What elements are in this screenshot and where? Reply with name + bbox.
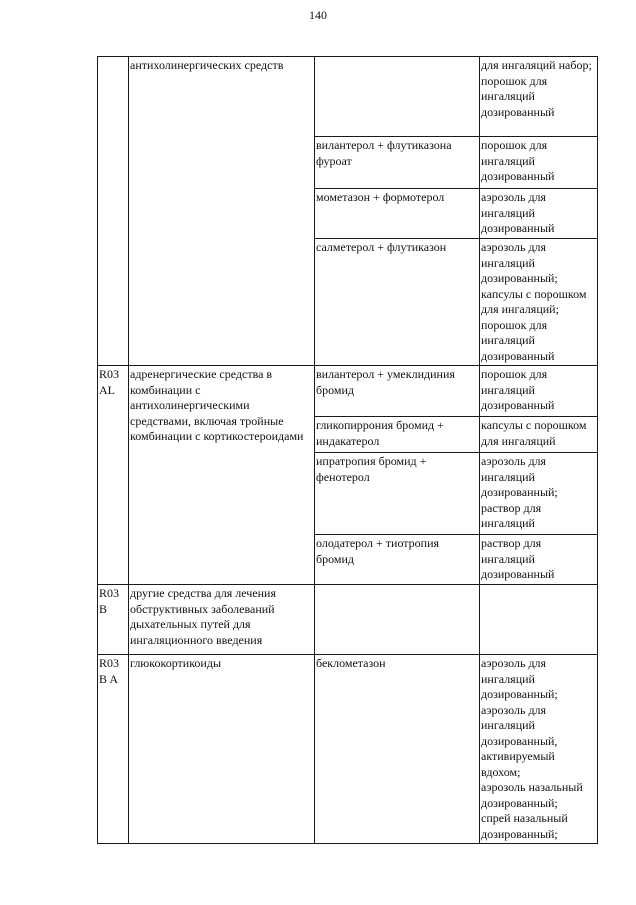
- drug-name-cell: салметерол + флутиказон: [315, 239, 480, 366]
- drug-name-cell: [315, 57, 480, 137]
- dosage-form-cell: для ингаляций набор; порошок для ингаляций дозированный: [480, 57, 598, 137]
- drug-name-cell: вилантерол + умеклидиния бромид: [315, 366, 480, 417]
- dosage-form-cell: порошок для ингаляций дозированный: [480, 366, 598, 417]
- atc-group-cell: глюкокортикоиды: [129, 655, 315, 844]
- dosage-form-cell: аэрозоль для ингаляций дозированный: [480, 189, 598, 239]
- table-row: [98, 585, 598, 655]
- atc-group-cell: другие средства для лечения обструктивных заболеваний дыхательных путей для ингаляционного введения: [129, 585, 315, 655]
- atc-code-cell: R03B A: [98, 655, 129, 844]
- drug-name-cell: ипратропия бромид + фенотерол: [315, 453, 480, 535]
- atc-code-cell: R03B: [98, 585, 129, 655]
- dosage-form-cell: порошок для ингаляций дозированный: [480, 137, 598, 189]
- page-number: 140: [309, 8, 327, 22]
- dosage-form-cell: аэрозоль для ингаляций дозированный; раствор для ингаляций: [480, 453, 598, 535]
- atc-group-cell: адренергические средства в комбинации с антихолинергическими средствами, включая тройные комбинации с кортикостероидами: [129, 366, 315, 585]
- dosage-form-cell: раствор для ингаляций дозированный: [480, 535, 598, 585]
- atc-group-cell: антихолинергических средств: [129, 57, 315, 366]
- drug-name-cell: гликопиррония бромид + индакатерол: [315, 417, 480, 453]
- atc-code-cell: R03 AL: [98, 366, 129, 585]
- atc-code-cell: [98, 57, 129, 366]
- drug-name-cell: олодатерол + тиотропия бромид: [315, 535, 480, 585]
- drug-name-cell: вилантерол + флутиказона фуроат: [315, 137, 480, 189]
- drug-table: [97, 56, 598, 844]
- dosage-form-cell: аэрозоль для ингаляций дозированный; капсулы с порошком для ингаляций; порошок для ингаляций дозированный: [480, 239, 598, 366]
- dosage-form-cell: [480, 585, 598, 655]
- table-row: [98, 366, 598, 417]
- dosage-form-cell: капсулы с порошком для ингаляций: [480, 417, 598, 453]
- drug-name-cell: мометазон + формотерол: [315, 189, 480, 239]
- drug-name-cell: [315, 585, 480, 655]
- table-row: [98, 655, 598, 844]
- drug-name-cell: беклометазон: [315, 655, 480, 844]
- table-row: [98, 57, 598, 137]
- dosage-form-cell: аэрозоль для ингаляций дозированный; аэрозоль для ингаляций дозированный, активируемый вдохом; аэрозоль назальный дозированный; спрей назальный дозированный;: [480, 655, 598, 844]
